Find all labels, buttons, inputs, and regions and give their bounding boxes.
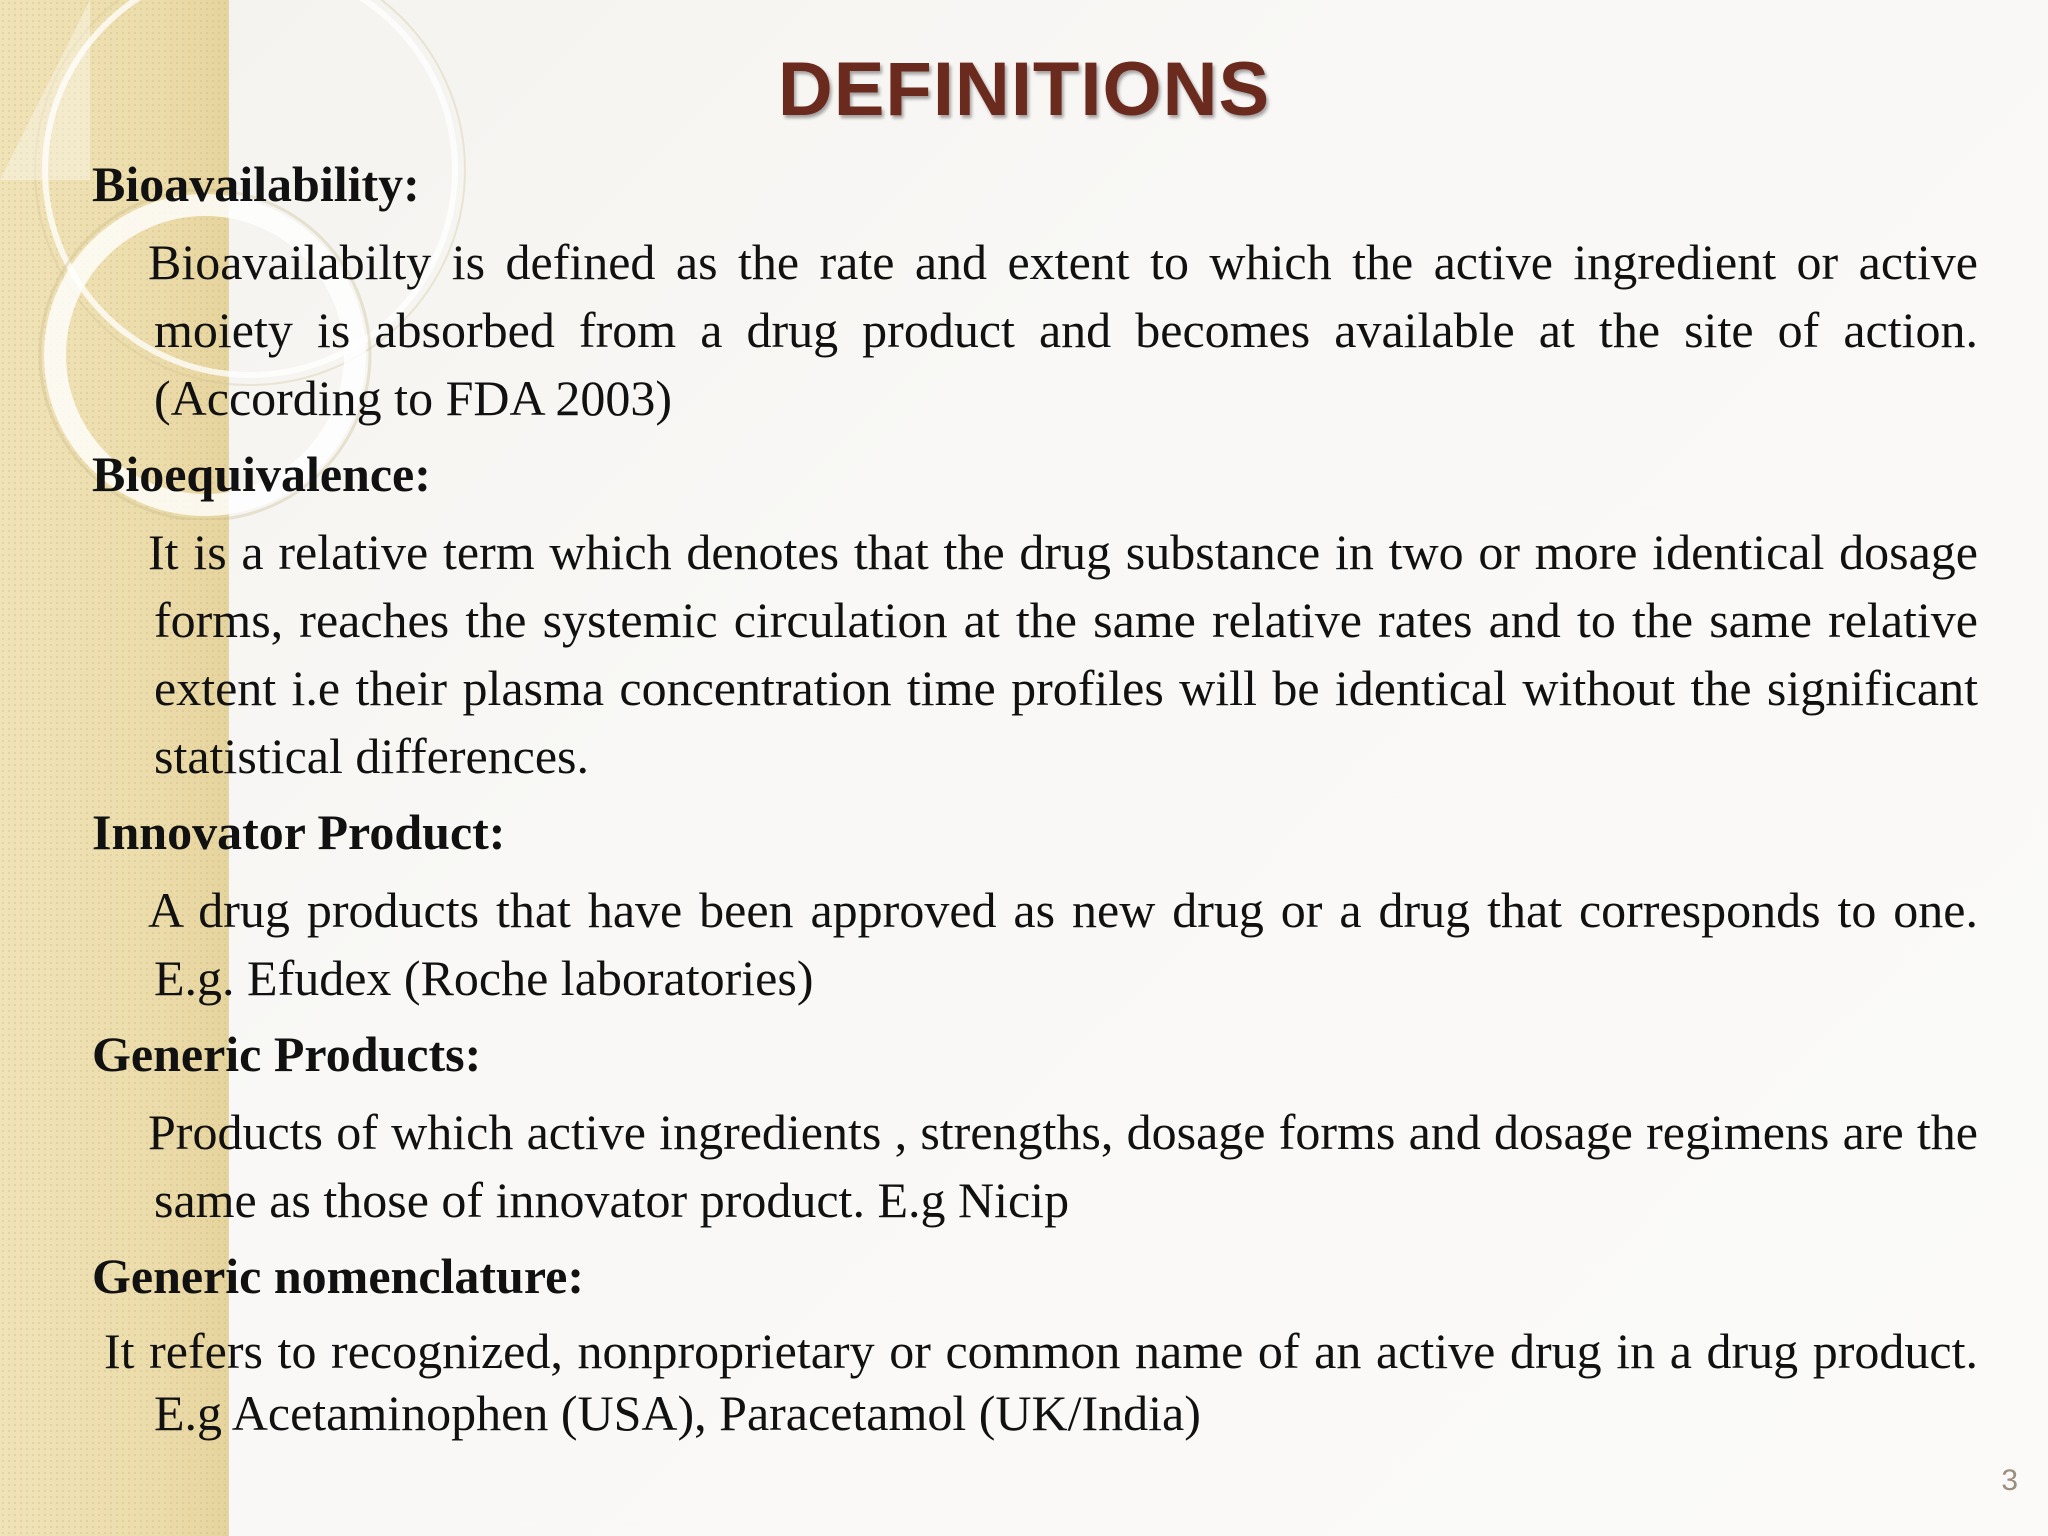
definition-bioequivalence: It is a relative term which denotes that the drug substance in two or more identical dosage forms, reaches the systemic circulation at the same relative rates and to the same relative extent i.e their plasma concentration time profiles will be identical without the significant statistical differences. (148, 524, 1978, 784)
heading-generic-nomenclature: Generic nomenclature: (92, 1248, 584, 1304)
slide-title: DEFINITIONS (777, 47, 1271, 132)
heading-generic-products: Generic Products: (92, 1026, 482, 1082)
definition-generic-products: Products of which active ingredients , strengths, dosage forms and dosage regimens are the same as those of innovator product. E.g Nicip (148, 1104, 1978, 1228)
definition-innovator-product: A drug products that have been approved as new drug or a drug that corresponds to one. E.g. Efudex (Roche laboratories) (148, 882, 1978, 1006)
heading-bioavailability: Bioavailability: (92, 156, 420, 212)
definition-generic-nomenclature: It refers to recognized, nonproprietary or common name of an active drug in a drug product. E.g Acetaminophen (USA), Paracetamol (UK/India) (104, 1323, 1978, 1441)
definitions-content (92, 154, 1978, 1456)
definition-bioavailability: Bioavailabilty is defined as the rate and extent to which the active ingredient or active moiety is absorbed from a drug product and becomes available at the site of action. (According to FDA 2003) (148, 234, 1978, 426)
slide-page-number: 3 (2001, 1464, 2018, 1497)
heading-bioequivalence: Bioequivalence: (92, 446, 431, 502)
heading-innovator-product: Innovator Product: (92, 804, 506, 860)
